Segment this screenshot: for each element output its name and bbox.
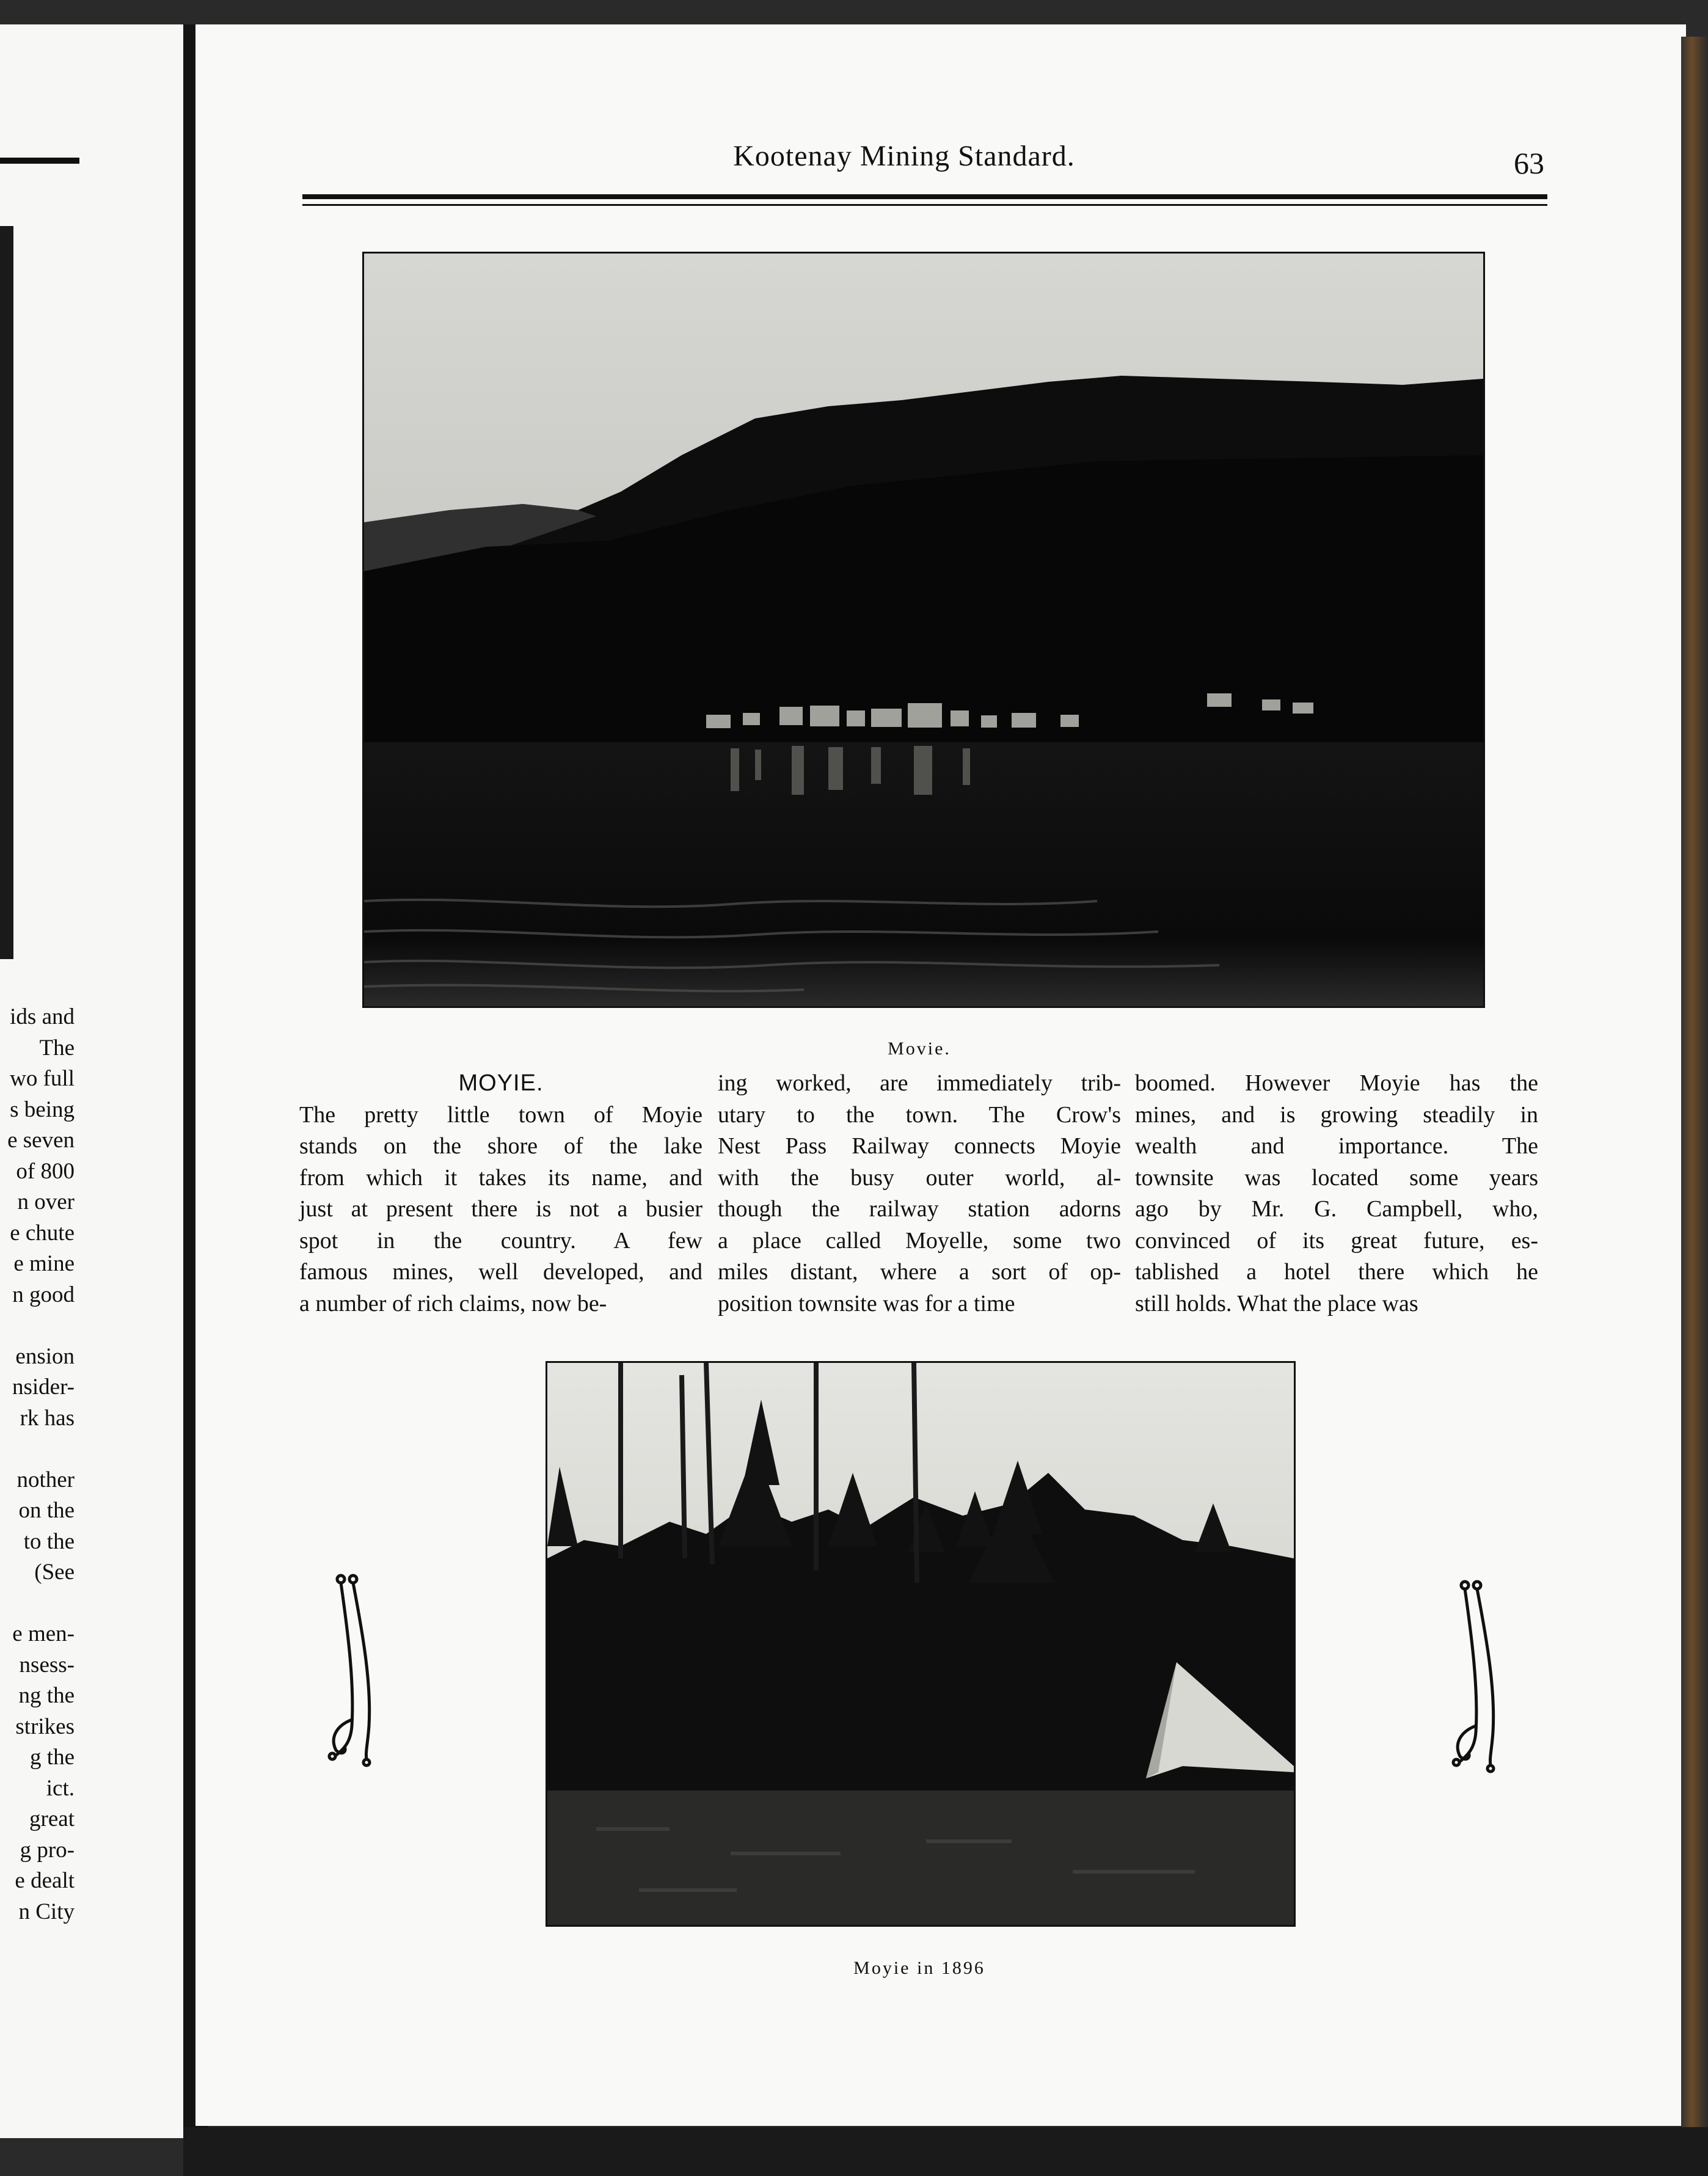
left-page-line: of 800 [16, 1158, 75, 1184]
article-line: stands on the shore of the lake [299, 1133, 703, 1159]
article-line: famous mines, well developed, and [299, 1259, 703, 1285]
left-page-line: g the [30, 1745, 75, 1770]
left-page-line: n good [12, 1282, 75, 1307]
article-line: a number of rich claims, now be- [299, 1290, 607, 1316]
book-right-edge [1681, 37, 1708, 2150]
running-title: Kootenay Mining Standard. [733, 140, 1075, 172]
left-page-line: rk has [20, 1405, 75, 1431]
left-page-line: n City [18, 1899, 75, 1924]
left-page-line: n over [17, 1189, 75, 1214]
left-page-line: e dealt [15, 1868, 75, 1893]
left-page-line: wo full [10, 1066, 75, 1091]
article-line: convinced of its great future, es- [1135, 1227, 1538, 1254]
left-page-line: nsess- [19, 1652, 75, 1678]
left-page-line: on the [18, 1498, 75, 1523]
article-line: wealth and importance. The [1135, 1133, 1538, 1159]
article-line: from which it takes its name, and [299, 1164, 703, 1191]
left-page-line: s being [10, 1097, 75, 1122]
article-column-2 [718, 1068, 1121, 1320]
book-bottom-edge [183, 2127, 1708, 2176]
article-column-1 [299, 1068, 703, 1320]
left-page-rule [0, 158, 79, 164]
left-page-line: great [29, 1806, 75, 1831]
left-page-line [0, 1310, 75, 1342]
left-page-line: ids and [10, 1004, 75, 1029]
left-page-line: g pro- [20, 1837, 75, 1863]
article-line: ing worked, are immediately trib- [718, 1070, 1121, 1096]
left-page-line: (See [34, 1560, 75, 1585]
left-page-line: nother [16, 1467, 75, 1492]
article-line: with the busy outer world, al- [718, 1164, 1121, 1191]
article-line: a place called Moyelle, some two [718, 1227, 1121, 1254]
left-page-line: e chute [10, 1220, 75, 1246]
left-page-line: e mine [13, 1251, 75, 1276]
left-page-line: ension [15, 1343, 75, 1369]
article-line: boomed. However Moyie has the [1135, 1070, 1538, 1096]
article-line: The pretty little town of Moyie [299, 1101, 703, 1128]
left-page-line: ng the [18, 1683, 75, 1708]
header-rule-thin [302, 204, 1547, 206]
article-line: utary to the town. The Crow's [718, 1101, 1121, 1128]
article-line: position townsite was for a time [718, 1290, 1015, 1316]
caption-top-photo: Movie. [888, 1039, 951, 1059]
left-page-line: e seven [7, 1128, 75, 1153]
article-line: still holds. What the place was [1135, 1290, 1418, 1316]
article-line: tablished a hotel there which he [1135, 1259, 1538, 1285]
ornament-right-icon [1448, 1579, 1515, 1775]
ornament-left-icon [324, 1573, 391, 1769]
left-page-line: to the [23, 1528, 75, 1554]
article-line: Nest Pass Railway connects Moyie [718, 1133, 1121, 1159]
article-line: spot in the country. A few [299, 1227, 703, 1254]
left-page-line [0, 1588, 75, 1619]
article-line: townsite was located some years [1135, 1164, 1538, 1191]
left-page-line: strikes [15, 1714, 75, 1739]
left-page-text-fragments [0, 1002, 75, 1927]
left-page-line: ict. [46, 1775, 75, 1801]
left-page-line: The [39, 1035, 75, 1061]
article-heading: MOYIE. [458, 1070, 544, 1096]
article-column-3 [1135, 1068, 1538, 1320]
article-line: though the railway station adorns [718, 1196, 1121, 1222]
photo-moyie-1896-camp [546, 1361, 1296, 1927]
article-line: ago by Mr. G. Campbell, who, [1135, 1196, 1538, 1222]
header-rule-thick [302, 194, 1547, 199]
left-page-photo-edge [0, 226, 13, 959]
left-page-line: e men- [12, 1621, 75, 1646]
page-number: 63 [1514, 146, 1544, 180]
caption-bottom-photo: Moyie in 1896 [853, 1958, 985, 1978]
photo-moyie-lake-town [362, 252, 1485, 1008]
article-line: just at present there is not a busier [299, 1196, 703, 1222]
article-line: mines, and is growing steadily in [1135, 1101, 1538, 1128]
article-line: miles distant, where a sort of op- [718, 1259, 1121, 1285]
left-page-line: nsider- [12, 1375, 75, 1400]
left-page-line [0, 1434, 75, 1465]
